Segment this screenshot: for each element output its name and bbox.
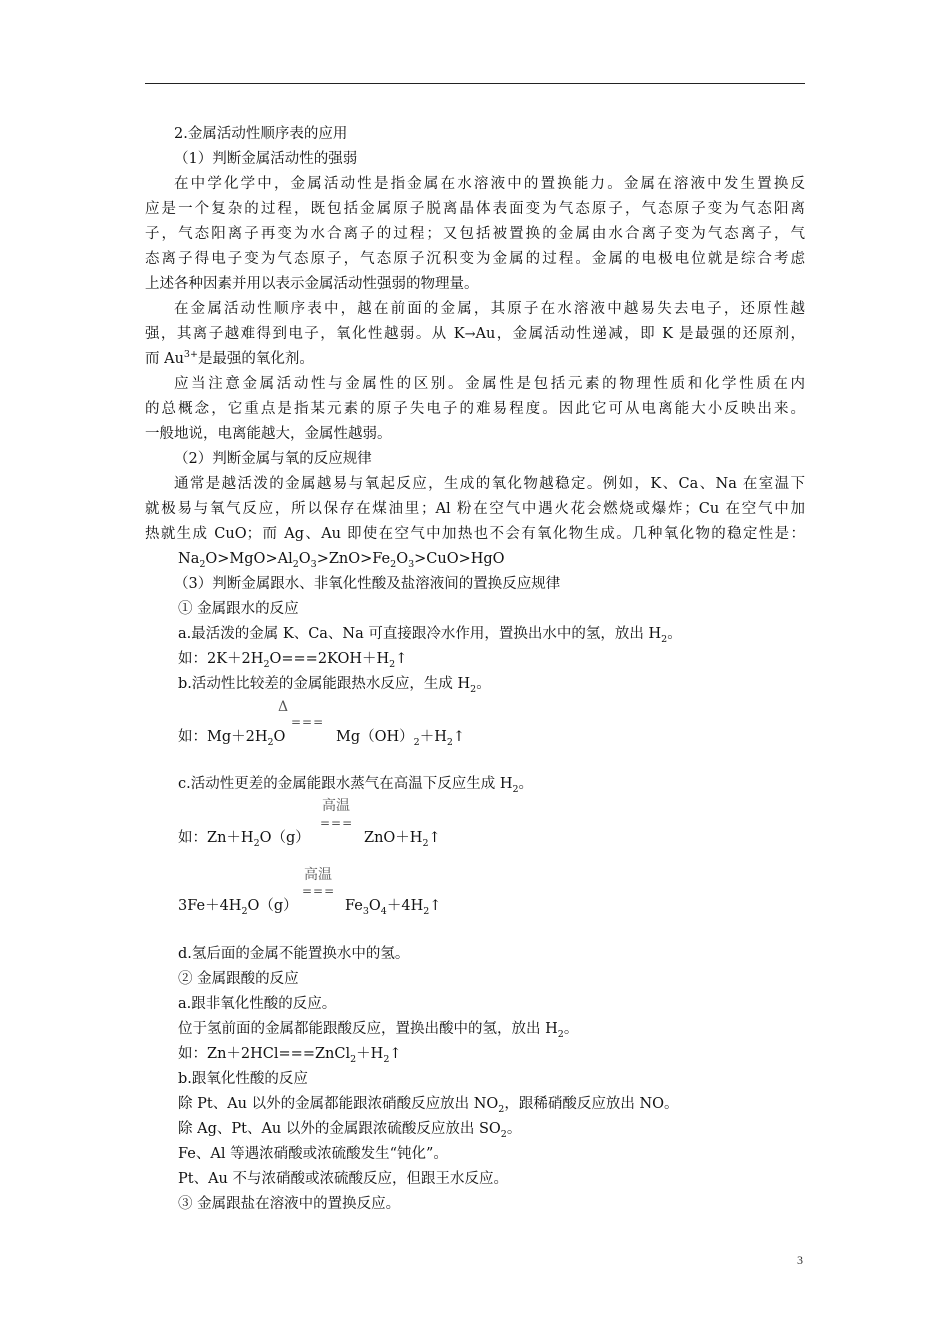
header-rule — [145, 83, 805, 84]
paragraph-line: 一般地说，电离能越大，金属性越弱。 — [145, 426, 392, 442]
list-item: Pt、Au 不与浓硝酸或浓硫酸反应，但跟王水反应。 — [178, 1171, 509, 1187]
reaction-sign: === — [302, 884, 336, 898]
paragraph-line: 而 $Au^{3+}$是最强的氧化剂。 — [145, 349, 314, 367]
paragraph-line: 在金属活动性顺序表中，越在前面的金属，其原子在水溶液中越易失去电子，还原性越 — [174, 301, 805, 317]
list-item: a.跟非氧化性酸的反应。 — [178, 996, 337, 1012]
formula-text: O — [396, 551, 409, 567]
subsection-heading-1: （1）判断金属活动性的强弱 — [174, 151, 358, 167]
formula-subscript: 3 — [310, 558, 317, 570]
equation-with-condition — [145, 797, 805, 867]
equation-right: $ZnO+H_2↑$ — [364, 830, 441, 849]
condition-high-temp: 高温 — [322, 798, 350, 814]
paragraph-line: 通常是越活泼的金属越易与氧起反应，生成的氧化物越稳定。例如，K、Ca、Na 在室温下 — [174, 476, 805, 492]
paragraph-line: 应是一个复杂的过程，既包括金属原子脱离晶体表面变为气态原子，气态原子变为气态阳离 — [145, 201, 805, 217]
formula-subscript: 2 — [390, 558, 397, 570]
document-body — [145, 122, 805, 1217]
paragraph-line: 态离子得电子变为气态原子，气态原子沉积变为金属的过程。金属的电极电位就是综合考虑 — [145, 251, 805, 267]
paragraph-line: 在中学化学中，金属活动性是指金属在水溶液中的置换能力。金属在溶液中发生置换反 — [174, 176, 805, 192]
paragraph-line: 就极易与氧气反应，所以保存在煤油里；Al 粉在空气中遇火花会燃烧或爆炸；Cu 在空气中加 — [145, 501, 805, 517]
list-item: c.活动性更差的金属能跟水蒸气在高温下反应生成 $H_2$。 — [178, 776, 534, 795]
paragraph-line: 子，气态阳离子再变为水合离子的过程；又包括被置换的金属由水合离子变为气态离子，气 — [145, 226, 805, 242]
list-item: 除 Pt、Au 以外的金属都能跟浓硝酸反应放出 $NO_2$，跟稀硝酸反应放出 NO。 — [178, 1096, 679, 1115]
list-item: Fe、Al 等遇浓硝酸或浓硫酸发生“钝化”。 — [178, 1146, 448, 1162]
equation-right: $Mg(OH)_2+H_2↑$ — [336, 729, 466, 748]
paragraph-line: 应当注意金属活动性与金属性的区别。金属性是包括元素的物理性质和化学性质在内 — [174, 376, 805, 392]
equation-right: $Fe_3O_4+4H_2↑$ — [345, 898, 442, 917]
paragraph-line: 热就生成 CuO；而 Ag、Au 即使在空气中加热也不会有氧化物生成。几种氧化物的稳定性是： — [145, 526, 805, 542]
list-item: b.跟氧化性酸的反应 — [178, 1071, 308, 1087]
formula-text: >ZnO>Fe — [316, 551, 391, 567]
formula-text: O — [298, 551, 311, 567]
paragraph-line: 强，其离子越难得到电子，氧化性越弱。从 K→Au，金属活动性递减，即 K 是最强的还原剂， — [145, 326, 805, 342]
condition-heat: Δ — [278, 699, 289, 715]
reaction-sign: === — [320, 816, 354, 830]
list-item: d.氢后面的金属不能置换水中的氢。 — [178, 946, 410, 962]
equation-with-condition — [145, 697, 805, 772]
right-arrow-icon: → — [464, 327, 476, 342]
paragraph-line: 的总概念，它重点是指某元素的原子失电子的难易程度。因此它可从电离能大小反映出来。 — [145, 401, 805, 417]
formula-subscript: 2 — [199, 558, 206, 570]
equation-line: 如：$2K+2H_2O===2KOH+H_2↑$ — [178, 651, 408, 670]
paragraph-line: 上述各种因素并用以表示金属活动性强弱的物理量。 — [145, 276, 479, 292]
list-item: 位于氢前面的金属都能跟酸反应，置换出酸中的氢，放出 $H_2$。 — [178, 1021, 579, 1040]
reaction-sign: === — [291, 715, 325, 729]
list-item: 除 Ag、Pt、Au 以外的金属跟浓硫酸反应放出 $SO_2$。 — [178, 1121, 522, 1140]
formula-subscript: 2 — [292, 558, 299, 570]
page-number: 3 — [797, 1253, 803, 1267]
equation-left: 如：$Zn+H_2O(g)$ — [178, 830, 310, 849]
condition-high-temp: 高温 — [304, 867, 332, 883]
formula-text: Na — [178, 551, 200, 567]
formula-text: >CuO>HgO — [414, 551, 505, 567]
formula-text: O>MgO>Al — [205, 551, 293, 567]
item-heading-water: ① 金属跟水的反应 — [178, 601, 299, 617]
formula-subscript: 3 — [408, 558, 415, 570]
item-heading-acid: ② 金属跟酸的反应 — [178, 971, 299, 987]
item-heading-salt: ③ 金属跟盐在溶液中的置换反应。 — [178, 1196, 401, 1212]
list-item: b.活动性比较差的金属能跟热水反应，生成 $H_2$。 — [178, 676, 491, 695]
oxide-stability-order — [145, 547, 805, 572]
section-heading: 2.金属活动性顺序表的应用 — [174, 126, 348, 142]
subsection-heading-3: （3）判断金属跟水、非氧化性酸及盐溶液间的置换反应规律 — [174, 576, 561, 592]
equation-left: $3Fe+4H_2O(g)$ — [178, 898, 298, 917]
subsection-heading-2: （2）判断金属与氧的反应规律 — [174, 451, 372, 467]
equation-line: 如：$Zn+2HCl===ZnCl_2+H_2↑$ — [178, 1046, 402, 1065]
equation-left: 如：$Mg+2H_2O$ — [178, 729, 286, 748]
equation-with-condition — [145, 867, 805, 942]
list-item: a.最活泼的金属 K、Ca、Na 可直接跟冷水作用，置换出水中的氢，放出 $H_2$。 — [178, 626, 682, 645]
